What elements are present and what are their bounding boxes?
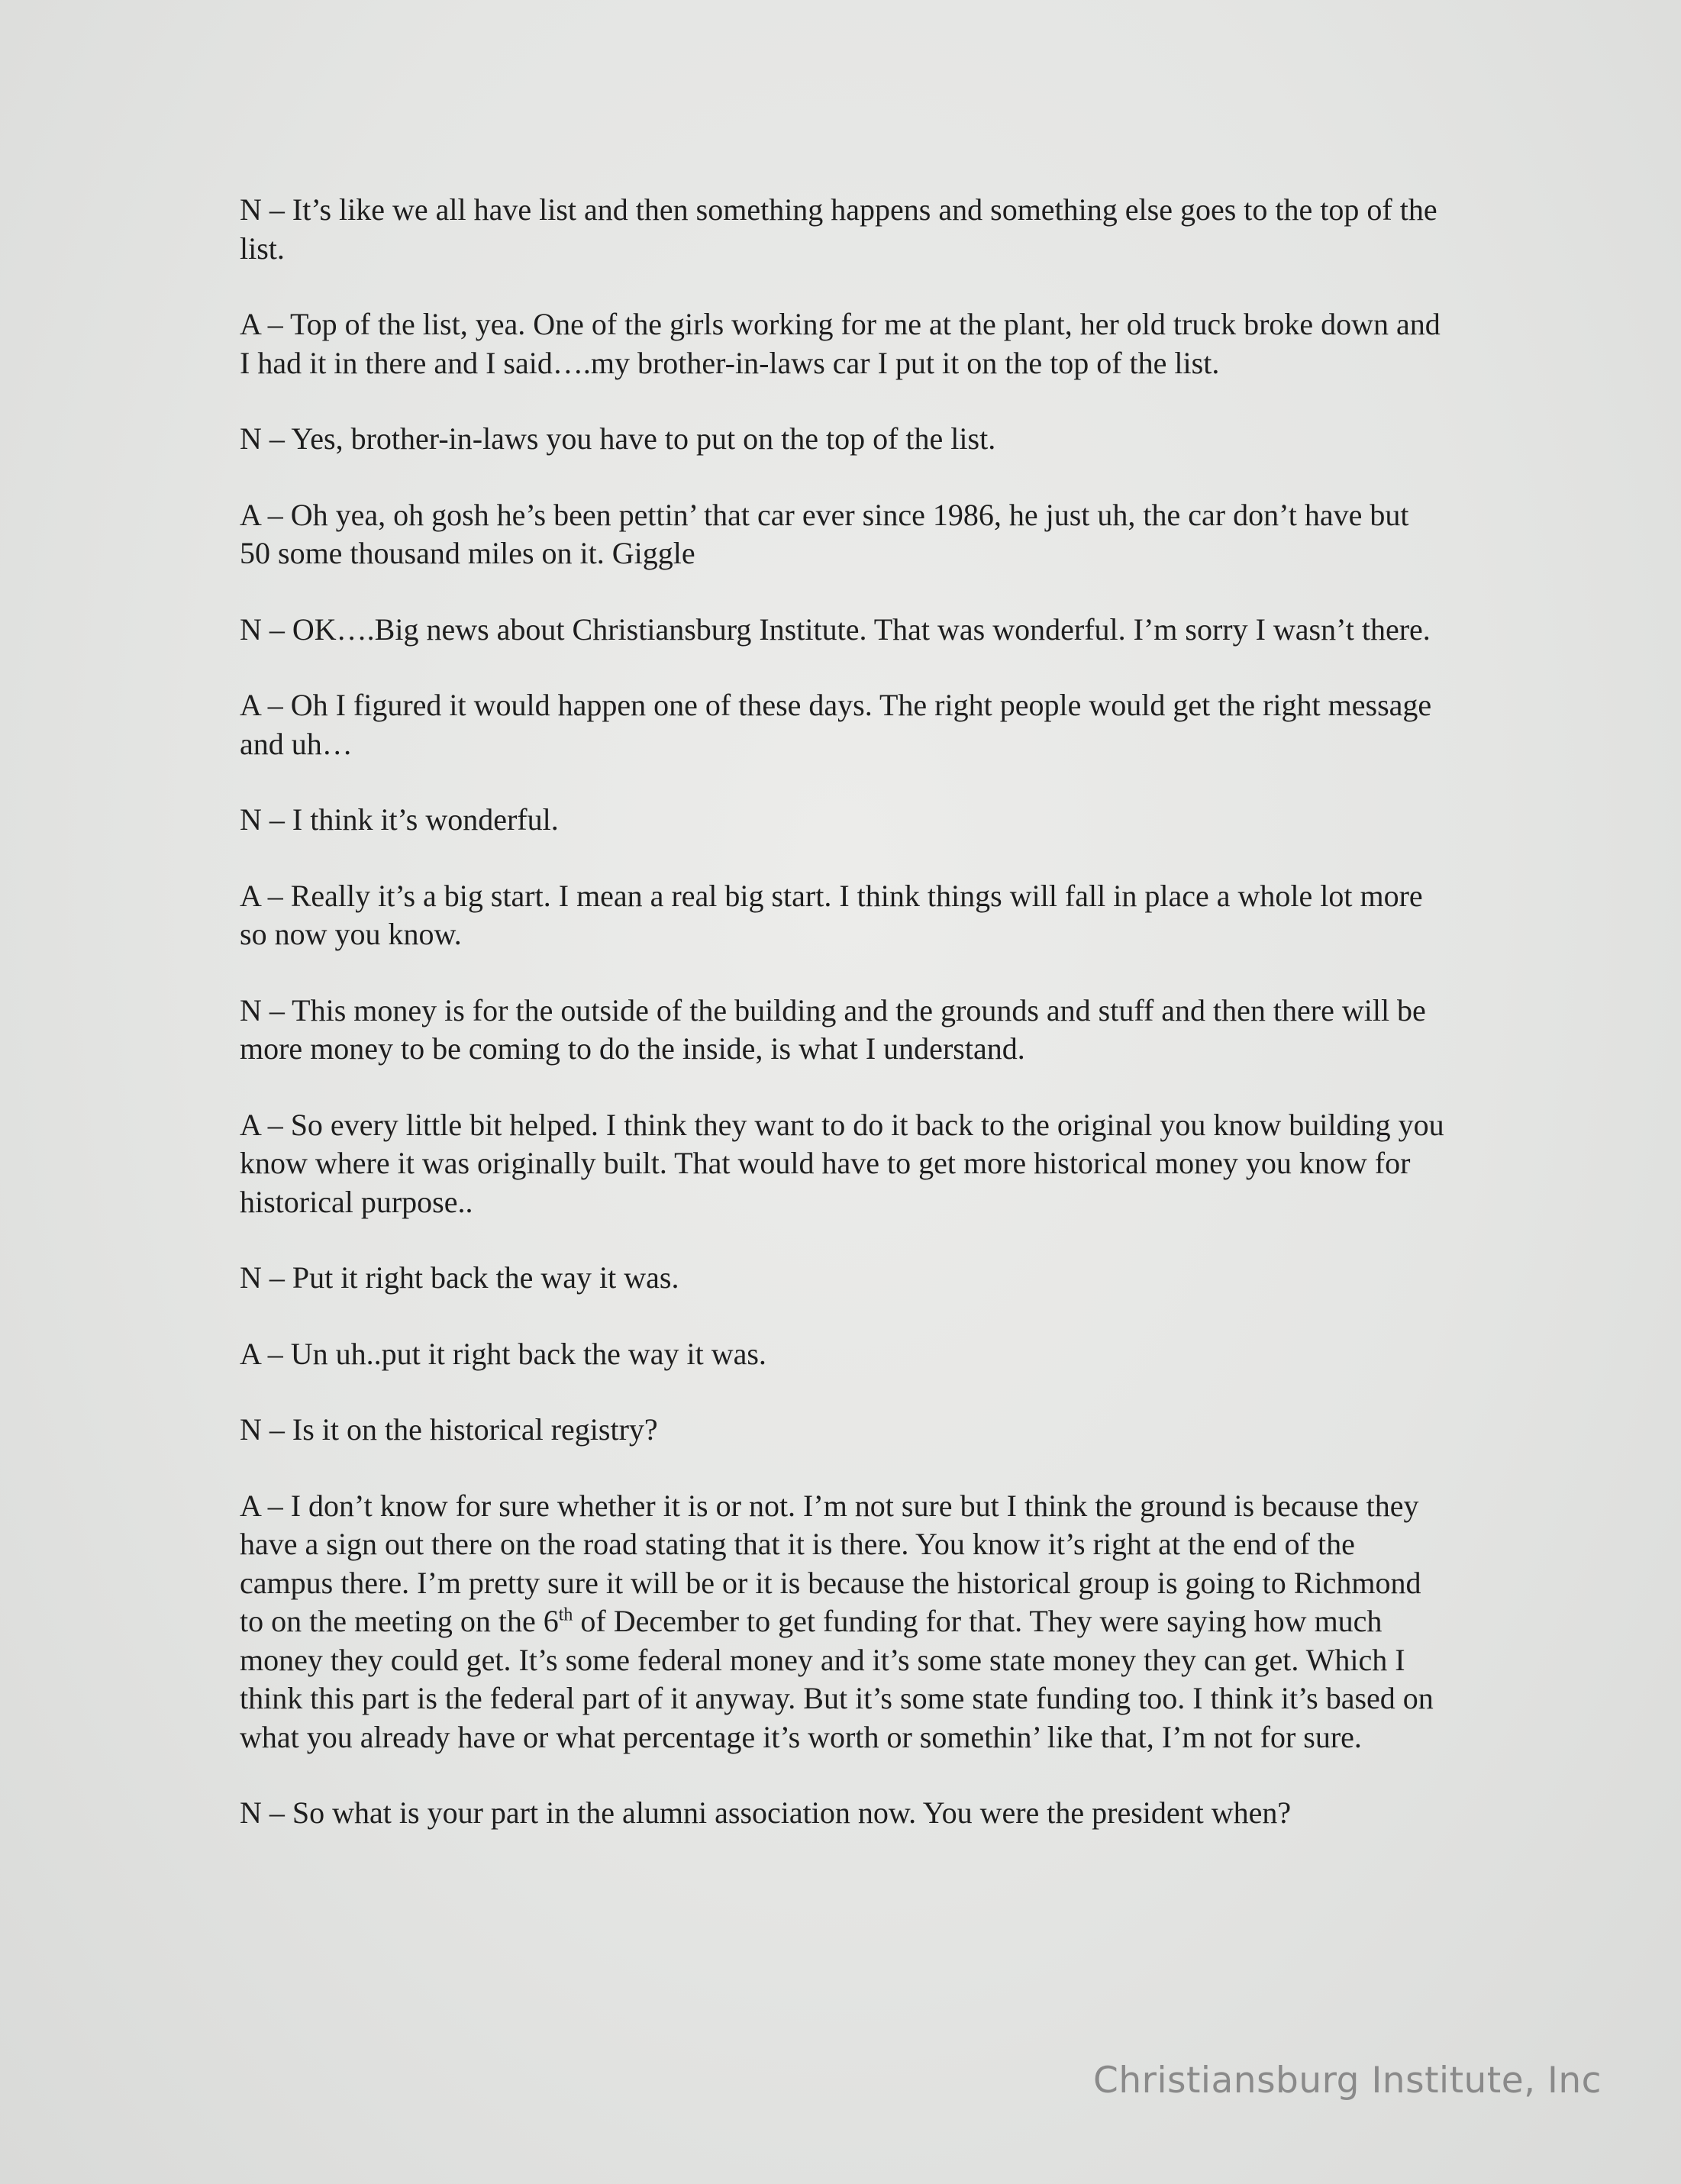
- transcript-paragraph: [240, 1259, 1446, 1298]
- speaker-label: A: [240, 1107, 260, 1142]
- speaker-label: A: [240, 497, 260, 532]
- paragraph-text: – So what is your part in the alumni association now. You were the president when?: [261, 1795, 1292, 1830]
- transcript-paragraph: [240, 1794, 1446, 1833]
- transcript-paragraph: [240, 611, 1446, 650]
- speaker-label: N: [240, 802, 262, 837]
- paragraph-text: – OK….Big news about Christiansburg Institute. That was wonderful. I’m sorry I wasn’t there.: [261, 611, 1431, 647]
- paragraph-text: – This money is for the outside of the building and the grounds and stuff and then there will be more money to be coming to do the inside, is what I understand.: [240, 992, 1426, 1066]
- paragraph-text: – Un uh..put it right back the way it was.: [260, 1336, 766, 1371]
- paragraph-text: – It’s like we all have list and then something happens and something else goes to the top of the list.: [240, 192, 1437, 266]
- speaker-label: A: [240, 1336, 260, 1371]
- speaker-label: N: [240, 1412, 262, 1447]
- speaker-label: N: [240, 421, 262, 456]
- transcript-body: [240, 191, 1446, 1870]
- transcript-paragraph: [240, 1487, 1446, 1757]
- paragraph-text: – Top of the list, yea. One of the girls working for me at the plant, her old truck broke down and I had it in there and I said….my brother-in-laws car I put it on the top of the list.: [240, 307, 1441, 380]
- speaker-label: N: [240, 992, 262, 1027]
- ordinal-superscript: th: [558, 1605, 573, 1625]
- speaker-label: A: [240, 688, 260, 722]
- transcript-paragraph: [240, 877, 1446, 954]
- watermark: Christiansburg Institute, Inc: [1093, 2060, 1602, 2102]
- speaker-label: N: [240, 611, 262, 647]
- transcript-paragraph: [240, 801, 1446, 840]
- paragraph-text: – Oh I figured it would happen one of these days. The right people would get the right message and uh…: [240, 688, 1432, 761]
- paragraph-text: – I think it’s wonderful.: [261, 802, 559, 837]
- transcript-paragraph: [240, 420, 1446, 459]
- speaker-label: A: [240, 878, 260, 913]
- speaker-label: A: [240, 1488, 260, 1523]
- paragraph-text: – Is it on the historical registry?: [261, 1412, 658, 1447]
- transcript-paragraph: [240, 1106, 1446, 1222]
- transcript-paragraph: [240, 686, 1446, 763]
- transcript-paragraph: [240, 1335, 1446, 1374]
- paragraph-text: – Really it’s a big start. I mean a real big start. I think things will fall in place a whole lot more so now you know.: [240, 878, 1423, 951]
- paragraph-text-continued: of December to get funding for that. They were saying how much money they could get. It’s some federal money and it’s some state money they can get. Which I think this part is the federal part of it anyway. But it’s some state funding too. I think it’s based on what you already have or what percentage it’s worth or somethin’ like that, I’m not for sure.: [240, 1604, 1434, 1754]
- paragraph-text: – I don’t know for sure whether it is or not. I’m not sure but I think the ground is because they have a sign out there on the road stating that it is there. You know it’s right at the end of the campus there. I’m pretty sure it will be or it is because the historical group is going to Richmond to on the meeting on the 6: [240, 1488, 1421, 1638]
- paragraph-text: – Oh yea, oh gosh he’s been pettin’ that car ever since 1986, he just uh, the car don’t have but 50 some thousand miles on it. Giggle: [240, 497, 1409, 570]
- transcript-paragraph: [240, 992, 1446, 1069]
- speaker-label: N: [240, 1260, 262, 1295]
- transcript-paragraph: [240, 305, 1446, 382]
- paragraph-text: – Yes, brother-in-laws you have to put on the top of the list.: [261, 421, 996, 456]
- speaker-label: N: [240, 192, 262, 227]
- transcript-paragraph: [240, 191, 1446, 268]
- speaker-label: N: [240, 1795, 262, 1830]
- transcript-paragraph: [240, 1411, 1446, 1450]
- speaker-label: A: [240, 307, 260, 341]
- transcript-paragraph: [240, 496, 1446, 573]
- paragraph-text: – So every little bit helped. I think they want to do it back to the original you know building you know where it was originally built. That would have to get more historical money you know for historical purpose..: [240, 1107, 1444, 1219]
- paragraph-text: – Put it right back the way it was.: [261, 1260, 679, 1295]
